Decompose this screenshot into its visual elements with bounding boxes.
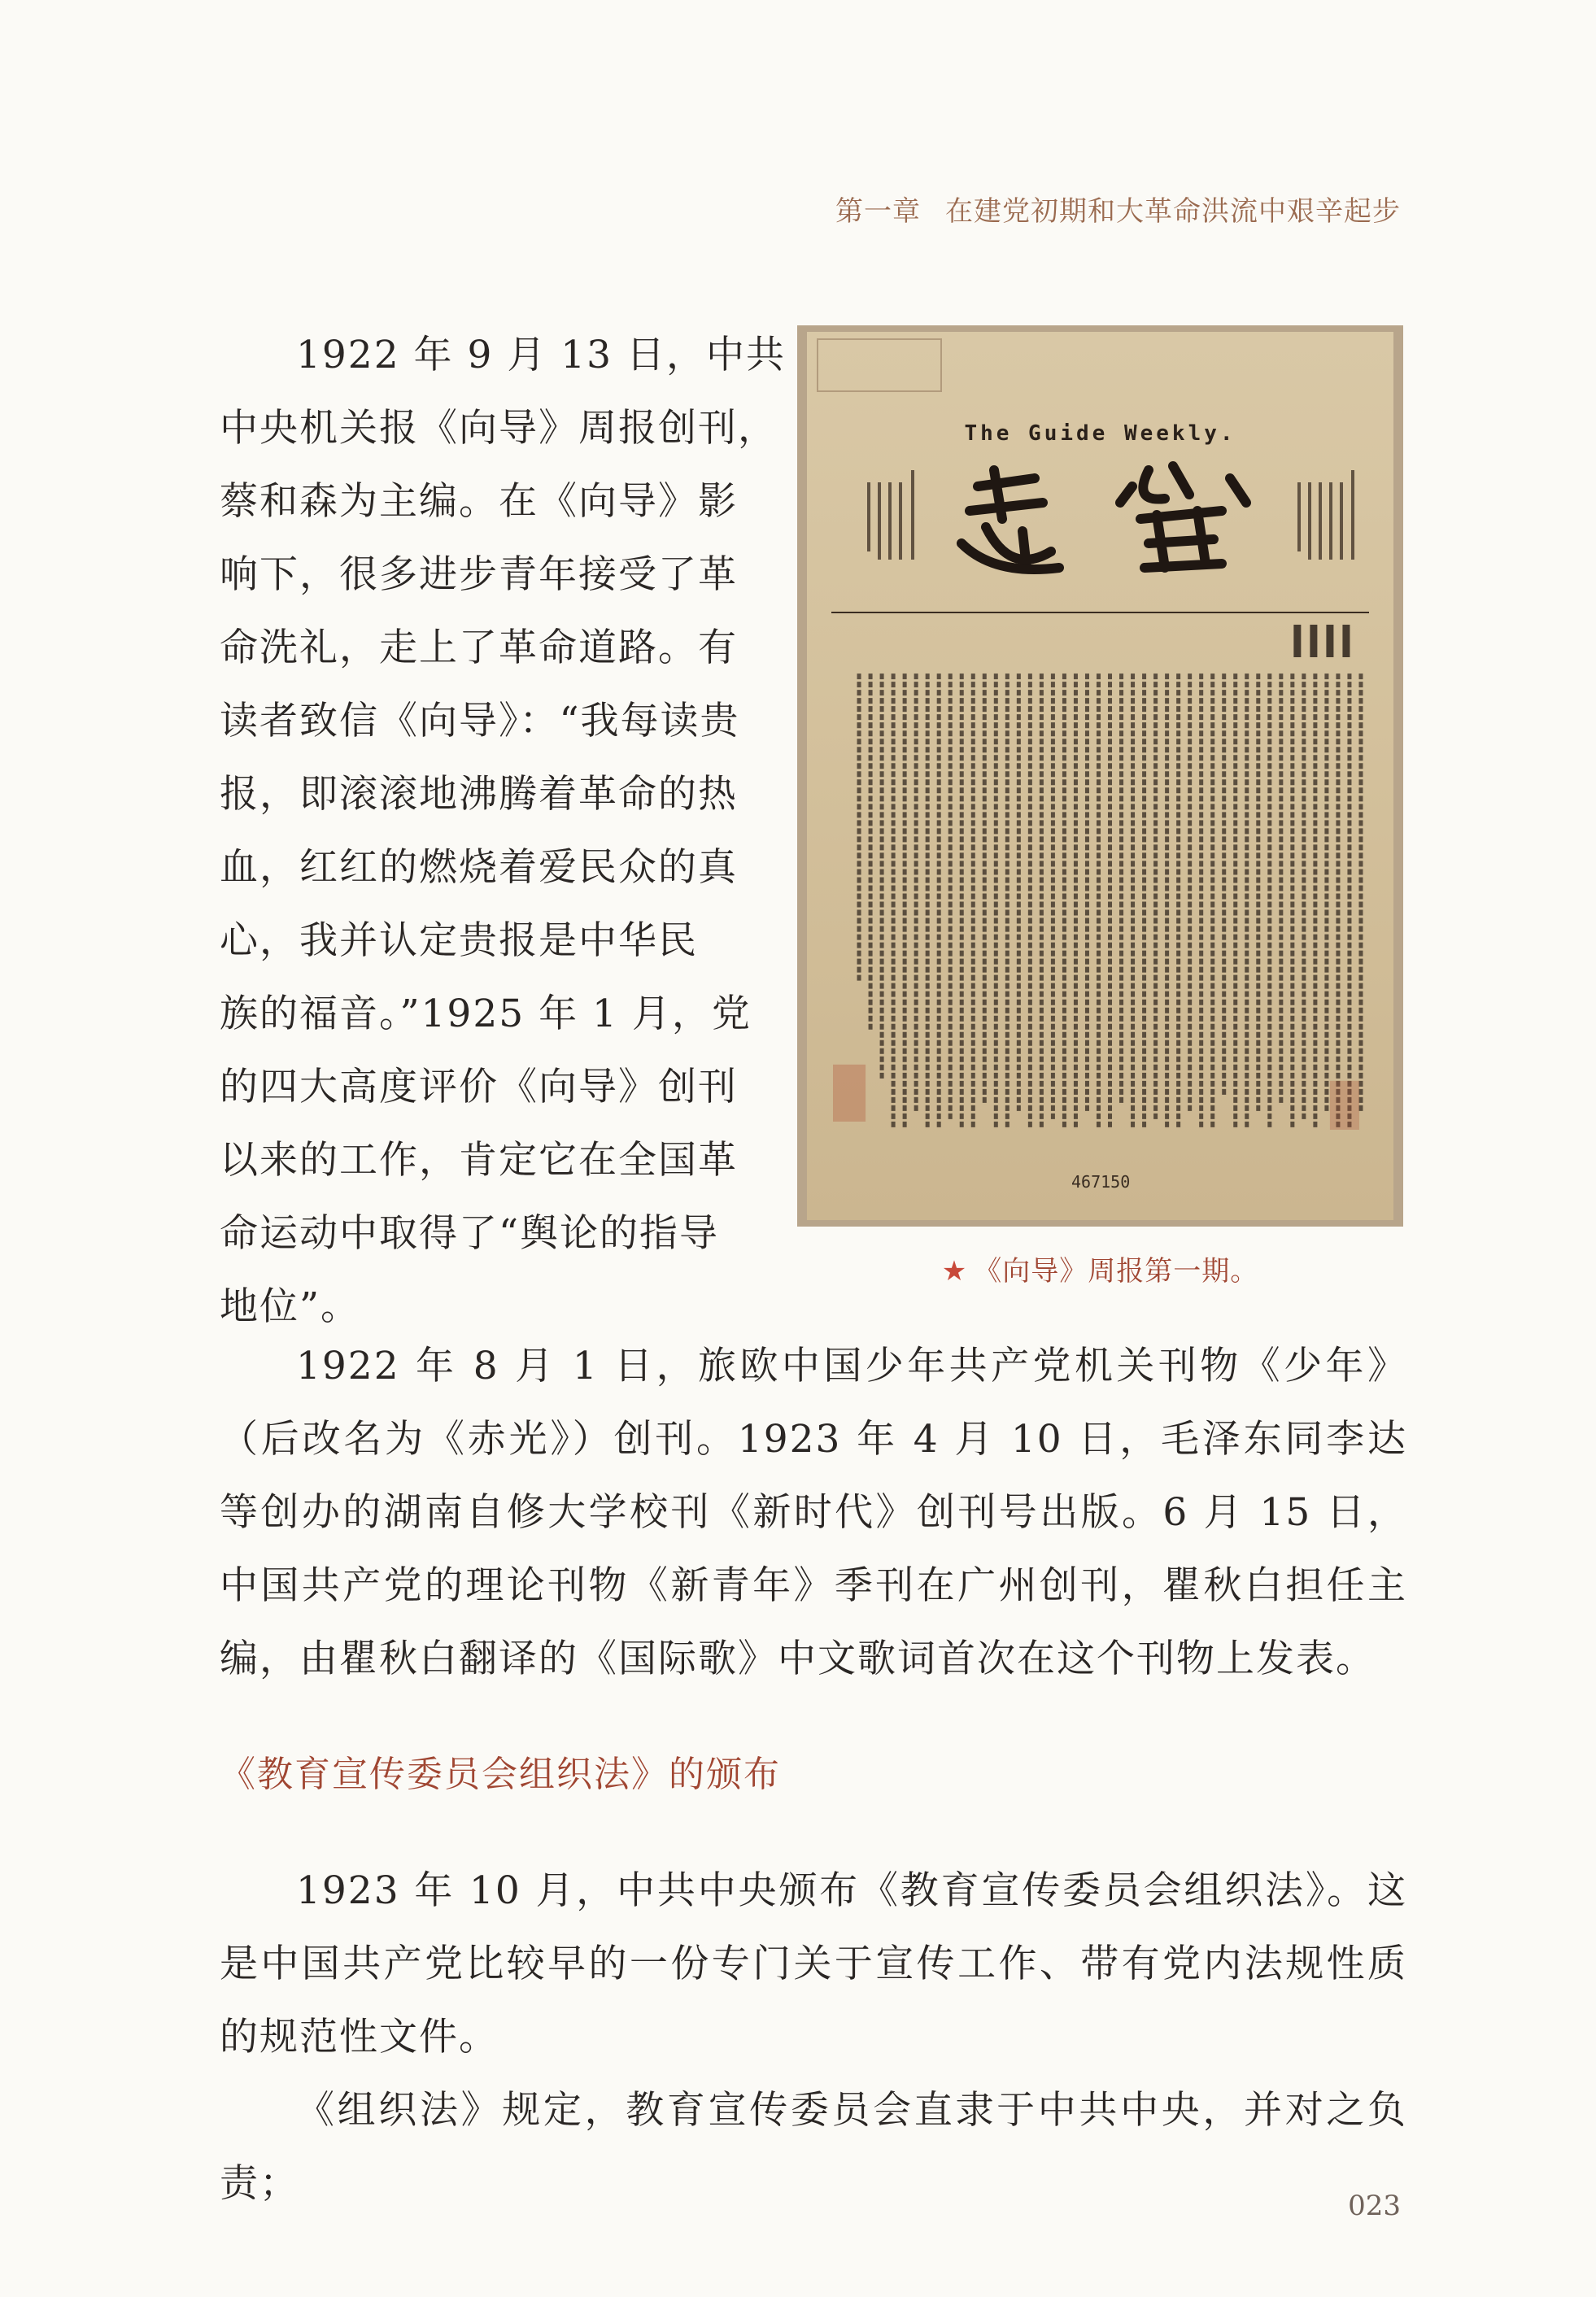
star-icon: ★ xyxy=(941,1255,968,1288)
text-line: 1922 年 9 月 13 日，中共 xyxy=(296,333,787,377)
chapter-title: 在建党初期和大革命洪流中艰辛起步 xyxy=(945,195,1401,228)
text-line: 蔡和森为主编。在《向导》影 xyxy=(220,479,738,524)
paragraph-journals: 1922 年 8 月 1 日，旅欧中国少年共产党机关刊物《少年》（后改名为《赤光》）创刊。1923 年 4 月 10 日，毛泽东同李达等创办的湖南自修大学校刊《新时代》创刊号出版。6 月 15 日，中国共产党的理论刊物《新青年》季刊在广州创刊，瞿秋白担任主编，由瞿秋白翻译的《国际歌》中文歌词首次在这个刊物上发表。 xyxy=(220,1344,1407,1681)
text-line: 血，红红的燃烧着爱民众的真 xyxy=(220,845,738,890)
chapter-header xyxy=(835,189,1401,229)
page-number: 023 xyxy=(1348,2190,1401,2222)
price-column-right xyxy=(1288,462,1361,568)
caption-text: 《向导》周报第一期。 xyxy=(974,1255,1259,1288)
section-heading: 《教育宣传委员会组织法》的颁布 xyxy=(220,1754,781,1795)
newspaper-page xyxy=(807,332,1393,1220)
text-line: 以来的工作，肯定它在全国革 xyxy=(220,1138,738,1183)
text-line: 报，即滚滚地沸腾着革命的热 xyxy=(220,772,738,817)
newspaper-english-title: The Guide Weekly. xyxy=(964,421,1236,446)
paragraph-organization-law: 1923 年 10 月，中共中央颁布《教育宣传委员会组织法》。这是中国共产党比较早的一份专门关于宣传工作、带有党内法规性质的规范性文件。 xyxy=(220,1868,1407,2059)
text-line: 命洗礼，走上了革命道路。有 xyxy=(220,625,738,670)
text-line: 心，我并认定贵报是中华民 xyxy=(220,918,698,963)
paragraph-provisions: 《组织法》规定，教育宣传委员会直隶于中共中央，并对之负责； xyxy=(220,2088,1407,2206)
paragraph-xiangdao xyxy=(220,319,787,1344)
newspaper-text-columns xyxy=(831,625,1369,1195)
text-line: 命运动中取得了“舆论的指导 xyxy=(220,1211,720,1256)
xiangdao-masthead-calligraphy xyxy=(945,454,1271,584)
archive-serial-number: 467150 xyxy=(1071,1172,1131,1192)
price-column-left xyxy=(856,462,921,568)
chapter-number: 第一章 xyxy=(835,195,921,228)
newspaper-meta-bar xyxy=(831,591,1369,613)
library-stamp xyxy=(817,338,942,392)
text-line: 族的福音。”1925 年 1 月，党 xyxy=(220,992,752,1036)
figure-caption xyxy=(797,1249,1403,1288)
text-line: 的四大高度评价《向导》创刊 xyxy=(220,1065,738,1109)
newspaper-photo xyxy=(797,325,1403,1227)
text-line: 响下，很多进步青年接受了革 xyxy=(220,552,738,597)
text-line: 地位”。 xyxy=(220,1284,361,1329)
text-line: 读者致信《向导》：“我每读贵 xyxy=(220,699,740,743)
text-line: 中央机关报《向导》周报创刊， xyxy=(220,406,778,451)
